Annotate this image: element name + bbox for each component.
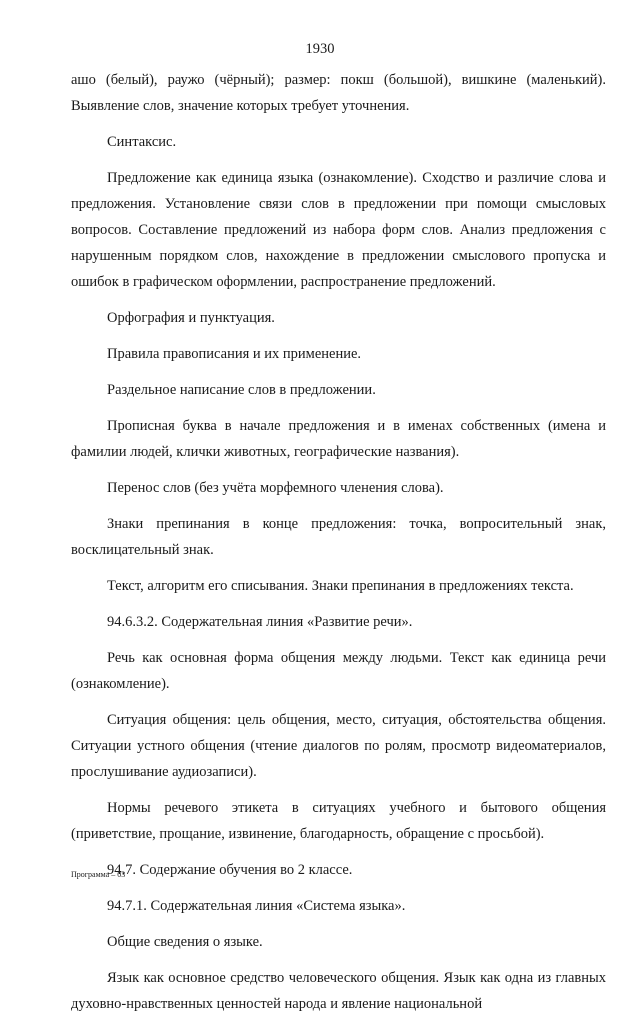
paragraph: Язык как основное средство человеческого общения. Язык как одна из главных духовно-нравственных ценностей народа и явление национальной <box>71 970 606 1012</box>
paragraph: Раздельное написание слов в предложении. <box>107 382 376 398</box>
paragraph: Речь как основная форма общения между людьми. Текст как единица речи (ознакомление). <box>71 650 606 692</box>
section-heading-language-system: 94.7.1. Содержательная линия «Система языка». <box>107 898 406 914</box>
paragraph: Знаки препинания в конце предложения: точка, вопросительный знак, восклицательный знак. <box>71 516 606 558</box>
section-heading-syntax: Синтаксис. <box>107 134 177 150</box>
paragraph: Текст, алгоритм его списывания. Знаки препинания в предложениях текста. <box>107 578 574 594</box>
paragraph-continuation: ашо (белый), раужо (чёрный); размер: покш (большой), вишкине (маленький). Выявление слов, значение которых требует уточнения. <box>71 72 606 114</box>
page-footer: Программа – 03 <box>71 870 126 879</box>
page-number: 1930 <box>305 41 335 57</box>
paragraph: Нормы речевого этикета в ситуациях учебного и бытового общения (приветствие, прощание, извинение, благодарность, обращение с просьбой). <box>71 800 606 842</box>
document-body <box>71 67 606 1027</box>
section-heading-orthography: Орфография и пунктуация. <box>107 310 275 326</box>
paragraph: Ситуация общения: цель общения, место, ситуация, обстоятельства общения. Ситуации устного общения (чтение диалогов по ролям, просмотр видеоматериалов, прослушивание аудиозаписи). <box>71 712 606 780</box>
paragraph: Предложение как единица языка (ознакомление). Сходство и различие слова и предложения. Установление связи слов в предложении при помощи смысловых вопросов. Составление предложений из набора форм слов. Анализ предложения с нарушенным порядком слов, нахождение в предложении смыслового пропуска и ошибок в графическом оформлении, распространение предложений. <box>71 170 606 290</box>
paragraph: Правила правописания и их применение. <box>107 346 362 362</box>
section-heading-general-info: Общие сведения о языке. <box>107 934 263 950</box>
section-heading-grade-2: 94.7. Содержание обучения во 2 классе. <box>107 862 353 878</box>
paragraph: Прописная буква в начале предложения и в именах собственных (имена и фамилии людей, клички животных, географические названия). <box>71 418 606 460</box>
paragraph: Перенос слов (без учёта морфемного членения слова). <box>107 480 444 496</box>
section-heading-speech: 94.6.3.2. Содержательная линия «Развитие речи». <box>107 614 413 630</box>
